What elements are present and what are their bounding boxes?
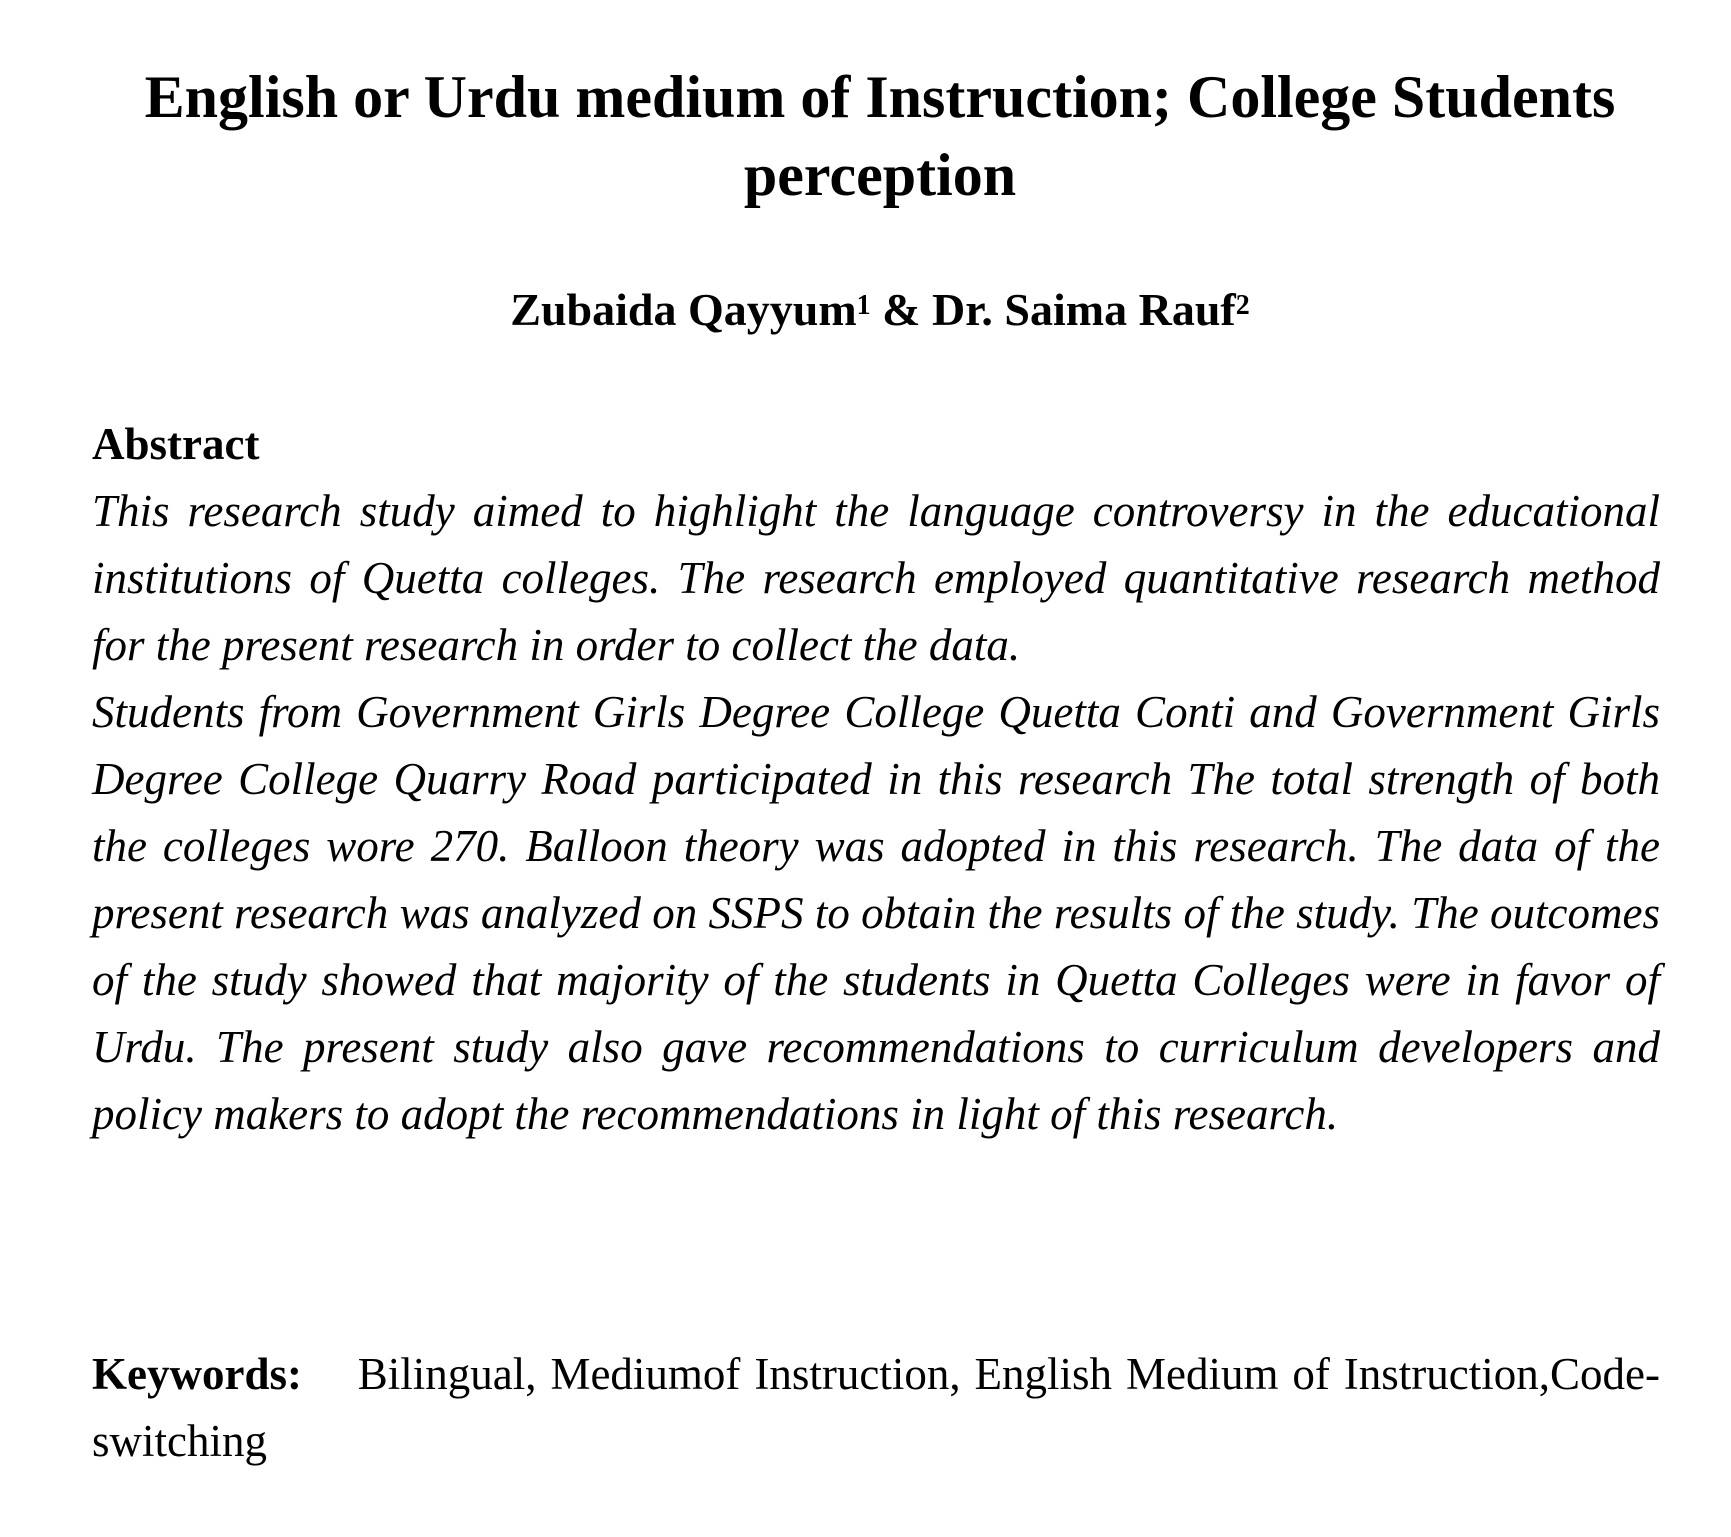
- abstract-paragraph: This research study aimed to highlight the language controversy in the educational institutions of Quetta colleges. The research employed quantitative research method for the present research in order to collect the data.: [92, 486, 1660, 670]
- author-name-1: Zubaida Qayyum: [510, 284, 857, 335]
- author-line: [120, 280, 1640, 340]
- paper-title: English or Urdu medium of Instruction; College Students perception: [144, 64, 1616, 208]
- keywords-label: Keywords:: [92, 1349, 302, 1399]
- author-separator: &: [870, 284, 932, 335]
- author-affiliation-mark-2: 2: [1235, 290, 1250, 321]
- abstract-body: [92, 478, 1660, 1148]
- keywords-block: [92, 1341, 1660, 1475]
- keywords-text: Bilingual, Mediumof Instruction, English Medium of Instruction,Code-switching: [92, 1349, 1660, 1466]
- abstract-heading: Abstract: [92, 419, 260, 469]
- author-affiliation-mark-1: 1: [856, 290, 871, 321]
- abstract-paragraph: Students from Government Girls Degree College Quetta Conti and Government Girls Degree College Quarry Road participated in this research The total strength of both the colleges wore 270. Balloon theory was adopted in this research. The data of the present research was analyzed on SSPS to obtain the results of the study. The outcomes of the study showed that majority of the students in Quetta Colleges were in favor of Urdu. The present study also gave recommendations to curriculum developers and policy makers to adopt the recommendations in light of this research.: [92, 687, 1660, 1139]
- author-name-2: Dr. Saima Rauf: [932, 284, 1236, 335]
